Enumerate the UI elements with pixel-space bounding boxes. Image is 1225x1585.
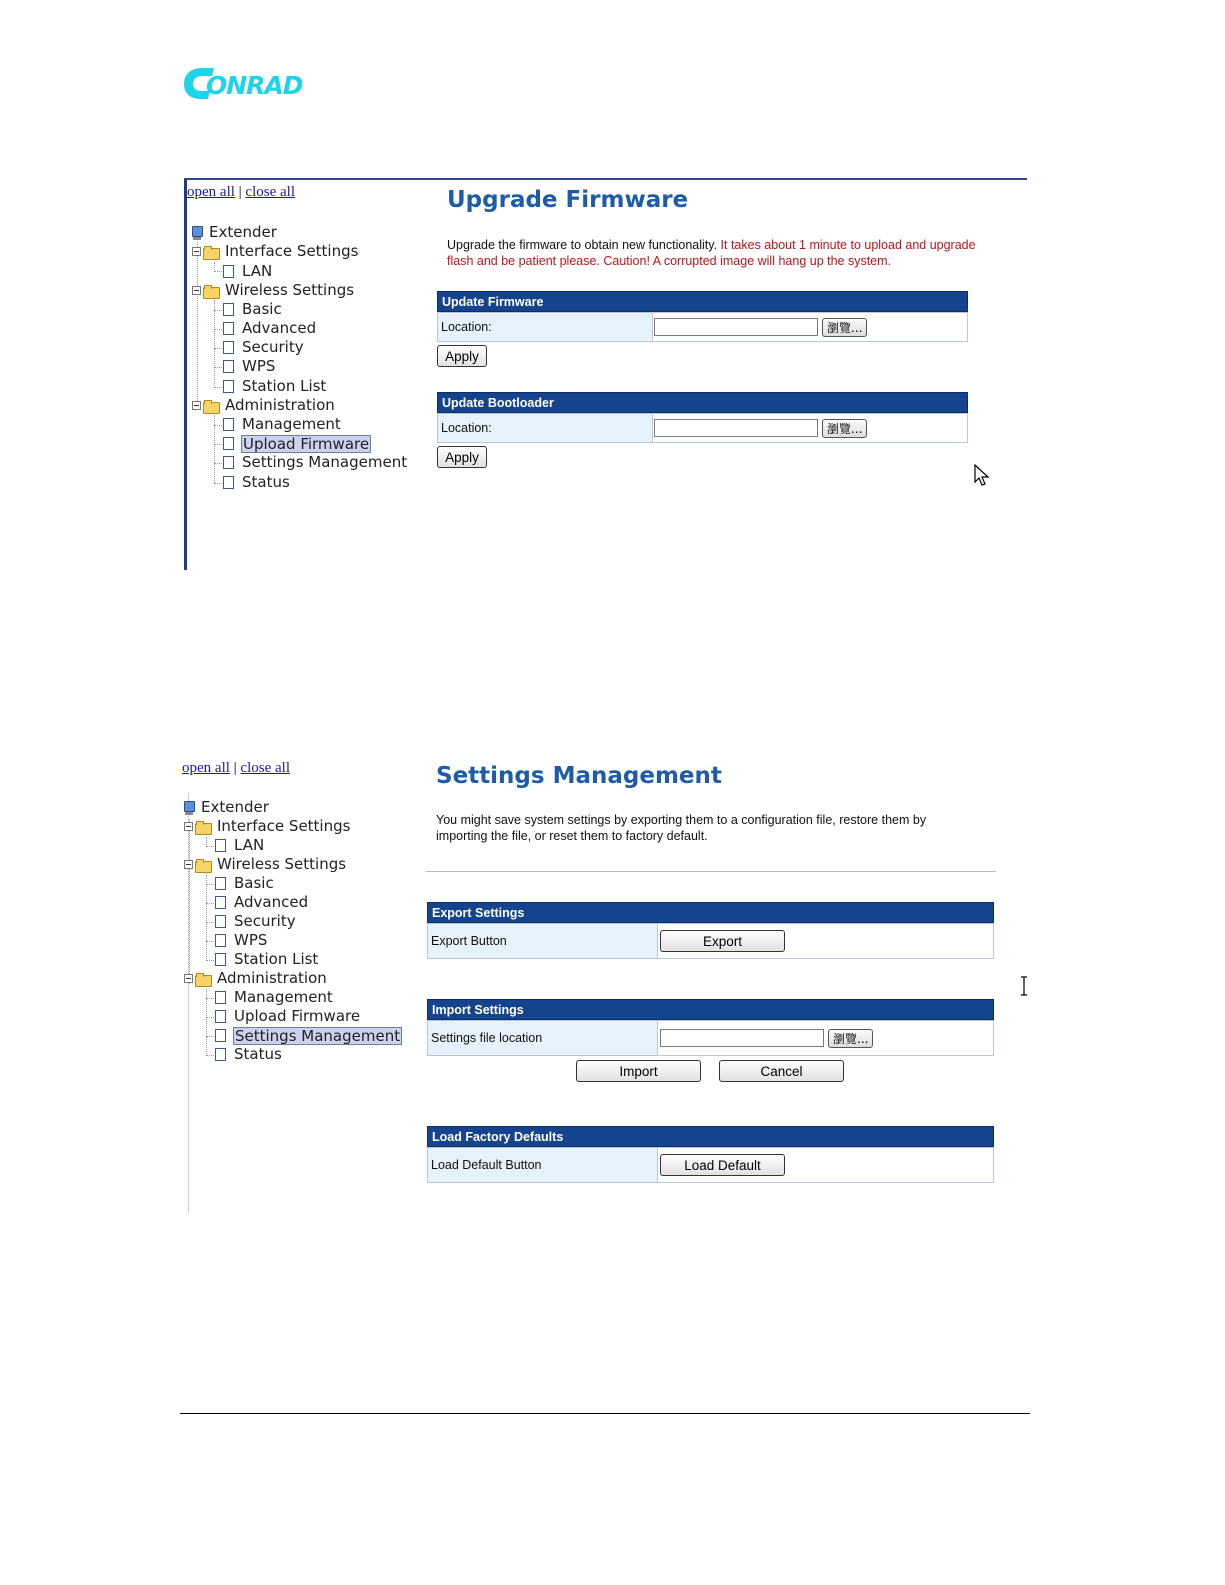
firmware-apply-button[interactable]: Apply <box>437 345 487 367</box>
footer-divider <box>180 1413 1030 1414</box>
page-icon <box>215 877 226 890</box>
page-icon <box>215 915 226 928</box>
page-icon <box>215 991 226 1004</box>
location-cell <box>654 414 967 442</box>
close-all-link[interactable]: close all <box>240 760 290 776</box>
page-icon <box>223 418 234 431</box>
page-icon <box>223 360 234 373</box>
tree-node-basic[interactable]: Basic <box>215 874 275 893</box>
tree-node-wps[interactable]: WPS <box>223 357 276 376</box>
page-icon <box>223 322 234 335</box>
page-icon <box>223 476 234 489</box>
link-separator: | <box>233 760 237 776</box>
firmware-location-input[interactable] <box>654 318 818 336</box>
import-settings-row <box>427 1020 994 1056</box>
location-cell <box>654 313 967 341</box>
tree-node-station-list[interactable]: Station List <box>223 377 327 396</box>
close-all-link[interactable]: close all <box>245 184 295 200</box>
page-icon <box>215 896 226 909</box>
page-icon <box>223 265 234 278</box>
tree-node-advanced[interactable]: Advanced <box>215 893 309 912</box>
folder-icon <box>203 246 219 258</box>
folder-icon <box>203 285 219 297</box>
folder-icon <box>195 859 211 871</box>
page-icon <box>223 437 234 450</box>
tree-node-management[interactable]: Management <box>215 988 334 1007</box>
tree-node-wireless-settings[interactable]: Wireless Settings <box>192 281 355 300</box>
tree-node-upload-firmware[interactable]: Upload Firmware <box>223 434 371 453</box>
warning-text: It takes about 1 minute to upload and upgrade flash and be patient please. Caution! A corrupted image will hang up the system. <box>447 238 976 268</box>
tree-node-upload-firmware[interactable]: Upload Firmware <box>215 1007 361 1026</box>
collapse-icon[interactable] <box>192 286 201 295</box>
open-all-link[interactable]: open all <box>182 760 230 776</box>
settings-management-screenshot <box>182 757 1027 1217</box>
mouse-pointer-icon <box>974 464 990 488</box>
tree-node-lan[interactable]: LAN <box>215 836 265 855</box>
link-separator: | <box>238 184 242 200</box>
settings-browse-button[interactable]: 瀏覽... <box>828 1029 873 1048</box>
computer-icon <box>190 225 204 241</box>
page-title: Settings Management <box>436 763 722 789</box>
page-title: Upgrade Firmware <box>447 187 689 213</box>
page-icon <box>215 1010 226 1023</box>
tree-node-administration[interactable]: Administration <box>184 969 328 988</box>
tree-node-lan[interactable]: LAN <box>223 262 273 281</box>
tree-node-interface-settings[interactable]: Interface Settings <box>192 242 359 261</box>
folder-icon <box>195 821 211 833</box>
divider <box>426 871 996 872</box>
tree-node-settings-management[interactable]: Settings Management <box>223 453 408 472</box>
text-cursor-icon <box>1020 976 1028 996</box>
tree-node-basic[interactable]: Basic <box>223 300 283 319</box>
firmware-browse-button[interactable]: 瀏覽... <box>822 318 867 337</box>
export-cell <box>660 924 993 958</box>
tree-node-settings-management[interactable]: Settings Management <box>215 1026 402 1045</box>
tree-node-security[interactable]: Security <box>215 912 297 931</box>
bootloader-browse-button[interactable]: 瀏覽... <box>822 419 867 438</box>
svg-text:ONRAD: ONRAD <box>206 71 303 100</box>
export-settings-row <box>427 923 994 959</box>
conrad-logo <box>182 64 322 102</box>
description-text: Upgrade the firmware to obtain new functionality. <box>447 238 721 252</box>
page-icon <box>215 839 226 852</box>
update-bootloader-header: Update Bootloader <box>437 392 968 413</box>
page-icon <box>215 953 226 966</box>
page-icon <box>223 456 234 469</box>
bootloader-location-input[interactable] <box>654 419 818 437</box>
folder-icon <box>203 400 219 412</box>
tree-node-administration[interactable]: Administration <box>192 396 336 415</box>
tree-node-interface-settings[interactable]: Interface Settings <box>184 817 351 836</box>
computer-icon <box>182 800 196 816</box>
load-default-cell <box>660 1148 993 1182</box>
factory-defaults-header: Load Factory Defaults <box>427 1126 994 1147</box>
load-default-button[interactable]: Load Default <box>660 1154 785 1176</box>
tree-toggle-links <box>182 760 290 777</box>
collapse-icon[interactable] <box>184 822 193 831</box>
tree-node-wps[interactable]: WPS <box>215 931 268 950</box>
update-firmware-row <box>437 312 968 342</box>
folder-icon <box>195 973 211 985</box>
frame-border <box>184 180 187 570</box>
settings-file-cell <box>660 1021 993 1055</box>
tree-node-security[interactable]: Security <box>223 338 305 357</box>
page-icon <box>223 341 234 354</box>
bootloader-apply-button[interactable]: Apply <box>437 446 487 468</box>
tree-node-wireless-settings[interactable]: Wireless Settings <box>184 855 347 874</box>
page-icon <box>223 303 234 316</box>
page-icon <box>215 934 226 947</box>
open-all-link[interactable]: open all <box>187 184 235 200</box>
settings-file-label: Settings file location <box>428 1021 658 1055</box>
upgrade-firmware-screenshot <box>184 178 1027 570</box>
collapse-icon[interactable] <box>192 247 201 256</box>
collapse-icon[interactable] <box>184 974 193 983</box>
factory-defaults-row <box>427 1147 994 1183</box>
tree-node-status[interactable]: Status <box>223 473 291 492</box>
export-label: Export Button <box>428 924 658 958</box>
settings-file-input[interactable] <box>660 1029 824 1047</box>
import-button[interactable]: Import <box>576 1060 701 1082</box>
tree-node-status[interactable]: Status <box>215 1045 283 1064</box>
page-icon <box>223 380 234 393</box>
page-description <box>447 237 987 269</box>
tree-node-advanced[interactable]: Advanced <box>223 319 317 338</box>
tree-node-management[interactable]: Management <box>223 415 342 434</box>
tree-toggle-links <box>187 184 295 201</box>
import-settings-header: Import Settings <box>427 999 994 1020</box>
tree-node-extender[interactable]: Extender <box>182 798 270 817</box>
export-button[interactable]: Export <box>660 930 785 952</box>
tree-node-station-list[interactable]: Station List <box>215 950 319 969</box>
load-default-label: Load Default Button <box>428 1148 658 1182</box>
location-label: Location: <box>438 414 653 442</box>
collapse-icon[interactable] <box>184 860 193 869</box>
update-firmware-header: Update Firmware <box>437 291 968 312</box>
page-icon <box>215 1048 226 1061</box>
tree-node-extender[interactable]: Extender <box>190 223 278 242</box>
collapse-icon[interactable] <box>192 401 201 410</box>
location-label: Location: <box>438 313 653 341</box>
export-settings-header: Export Settings <box>427 902 994 923</box>
cancel-button[interactable]: Cancel <box>719 1060 844 1082</box>
page-description: You might save system settings by exporting them to a configuration file, restore them by importing the file, or reset them to factory default. <box>436 813 927 843</box>
page-icon <box>215 1029 226 1042</box>
update-bootloader-row <box>437 413 968 443</box>
